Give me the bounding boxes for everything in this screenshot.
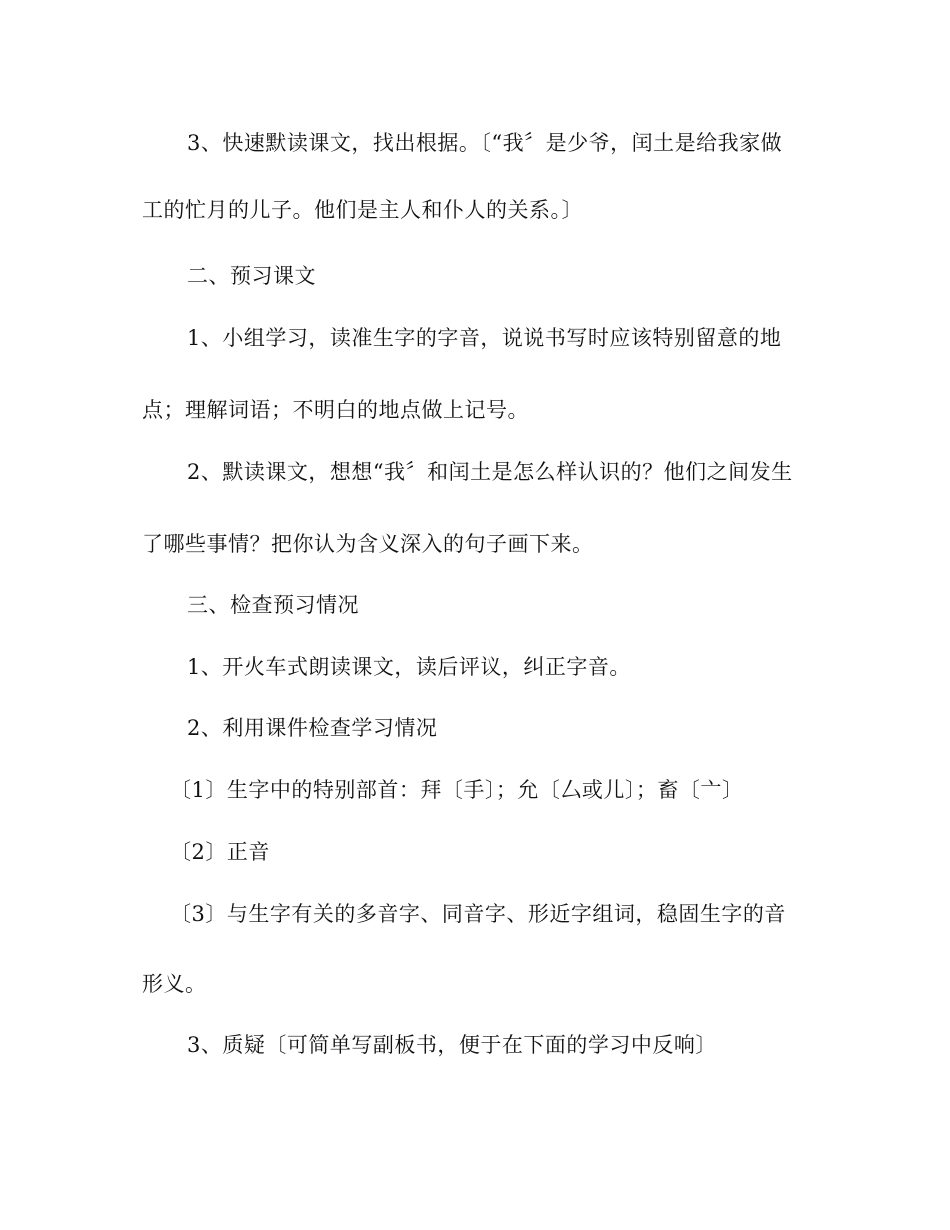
paragraph-courseware-check: 2、利用课件检查学习情况 bbox=[187, 716, 438, 740]
paragraph-silent-reading-line2: 了哪些事情？把你认为含义深入的句子画下来。 bbox=[142, 532, 594, 556]
paragraph-group-study-line2: 点；理解词语；不明白的地点做上记号。 bbox=[142, 398, 529, 422]
item-word-groups-line1: 〔3〕与生字有关的多音字、同音字、形近字组词，稳固生字的音 bbox=[170, 902, 786, 926]
paragraph-group-study-line1: 1、小组学习，读准生字的字音，说说书写时应该特别留意的地 bbox=[187, 326, 782, 350]
section-heading-preview: 二、预习课文 bbox=[187, 264, 316, 288]
paragraph-silent-reading-line1: 2、默读课文，想想“我〞和闰土是怎么样认识的？他们之间发生 bbox=[187, 460, 793, 484]
paragraph-step3-line2: 工的忙月的儿子。他们是主人和仆人的关系。〕 bbox=[142, 198, 583, 222]
paragraph-train-reading: 1、开火车式朗读课文，读后评议，纠正字音。 bbox=[187, 655, 631, 679]
paragraph-questioning: 3、质疑〔可简单写副板书，便于在下面的学习中反响〕 bbox=[187, 1033, 717, 1057]
item-radicals: 〔1〕生字中的特别部首：拜〔手〕；允〔厶或儿〕；畜〔亠〕 bbox=[170, 778, 744, 802]
item-pronunciation: 〔2〕正音 bbox=[170, 840, 270, 864]
section-heading-check: 三、检查预习情况 bbox=[187, 593, 359, 617]
paragraph-step3-line1: 3、快速默读课文，找出根据。〔“我〞是少爷，闰土是给我家做 bbox=[187, 131, 783, 155]
item-word-groups-line2: 形义。 bbox=[142, 972, 207, 996]
